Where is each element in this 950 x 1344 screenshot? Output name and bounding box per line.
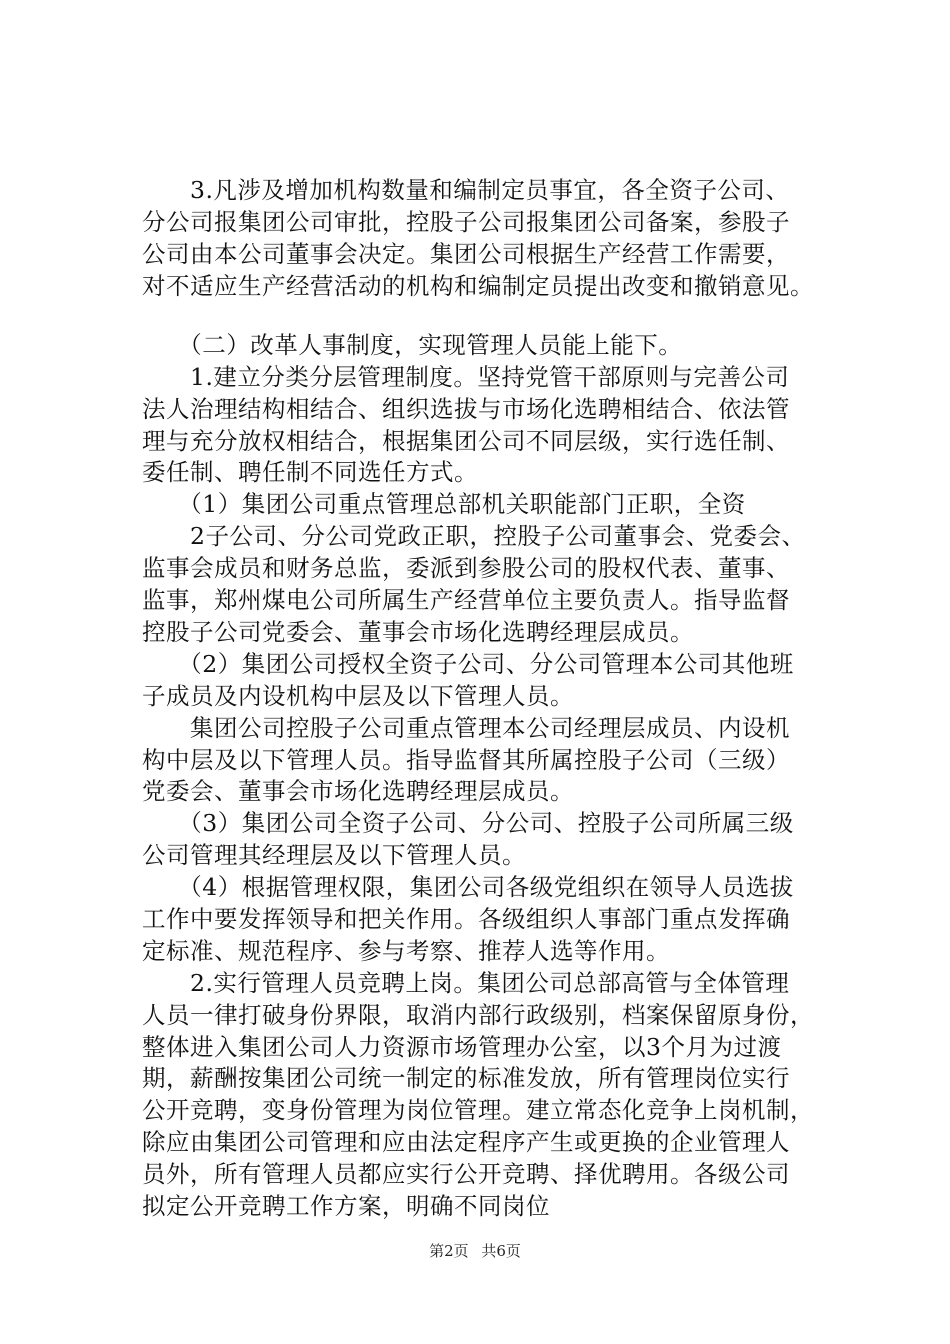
text-line: 子成员及内设机构中层及以下管理人员。 [142, 682, 574, 710]
text-line: 1.建立分类分层管理制度。坚持党管干部原则与完善公司 [142, 363, 790, 391]
text-line: 2子公司、分公司党政正职，控股子公司董事会、党委会、 [142, 522, 806, 550]
text-line: 2.实行管理人员竞聘上岗。集团公司总部高管与全体管理 [142, 969, 790, 997]
page-total: 共6页 [481, 1242, 521, 1260]
text-line: 公司管理其经理层及以下管理人员。 [142, 841, 526, 869]
page-footer [0, 1240, 950, 1261]
text-line: 委任制、聘任制不同选任方式。 [142, 458, 478, 486]
text-line: 监事会成员和财务总监，委派到参股公司的股权代表、董事、 [142, 554, 790, 582]
text-line: 除应由集团公司管理和应由法定程序产生或更换的企业管理人 [142, 1128, 790, 1156]
text-line: 拟定公开竞聘工作方案，明确不同岗位 [142, 1192, 550, 1220]
text-line: 公司由本公司董事会决定。集团公司根据生产经营工作需要， [142, 240, 790, 268]
text-line: 党委会、董事会市场化选聘经理层成员。 [142, 777, 574, 805]
text-line: 员外，所有管理人员都应实行公开竞聘、择优聘用。各级公司 [142, 1160, 790, 1188]
text-line: 集团公司控股子公司重点管理本公司经理层成员、内设机 [142, 714, 790, 742]
text-line: 3.凡涉及增加机构数量和编制定员事宜，各全资子公司、 [142, 176, 790, 204]
text-line: 理与充分放权相结合，根据集团公司不同层级，实行选任制、 [142, 427, 790, 455]
text-line: （3）集团公司全资子公司、分公司、控股子公司所属三级 [142, 809, 794, 837]
text-line: 控股子公司党委会、董事会市场化选聘经理层成员。 [142, 618, 694, 646]
text-line: 定标准、规范程序、参与考察、推荐人选等作用。 [142, 937, 670, 965]
text-line: 公开竞聘，变身份管理为岗位管理。建立常态化竞争上岗机制， [142, 1096, 814, 1124]
section-heading: （二）改革人事制度，实现管理人员能上能下。 [142, 331, 683, 359]
text-line: 对不适应生产经营活动的机构和编制定员提出改变和撤销意见。 [142, 272, 814, 300]
text-line: 分公司报集团公司审批，控股子公司报集团公司备案，参股子 [142, 208, 790, 236]
text-line: 法人治理结构相结合、组织选拔与市场化选聘相结合、依法管 [142, 395, 790, 423]
text-line: 工作中要发挥领导和把关作用。各级组织人事部门重点发挥确 [142, 905, 790, 933]
text-line: （4）根据管理权限，集团公司各级党组织在领导人员选拔 [142, 873, 794, 901]
text-line: 整体进入集团公司人力资源市场管理办公室，以3个月为过渡 [142, 1033, 782, 1061]
text-line: 监事，郑州煤电公司所属生产经营单位主要负责人。指导监督 [142, 586, 790, 614]
text-line: （1）集团公司重点管理总部机关职能部门正职，全资 [142, 490, 746, 518]
page-number: 第2页 [429, 1242, 469, 1260]
text-line: （2）集团公司授权全资子公司、分公司管理本公司其他班 [142, 650, 794, 678]
text-line: 构中层及以下管理人员。指导监督其所属控股子公司（三级） [142, 746, 790, 774]
text-line: 人员一律打破身份界限，取消内部行政级别，档案保留原身份， [142, 1001, 814, 1029]
text-line: 期，薪酬按集团公司统一制定的标准发放，所有管理岗位实行 [142, 1064, 790, 1092]
